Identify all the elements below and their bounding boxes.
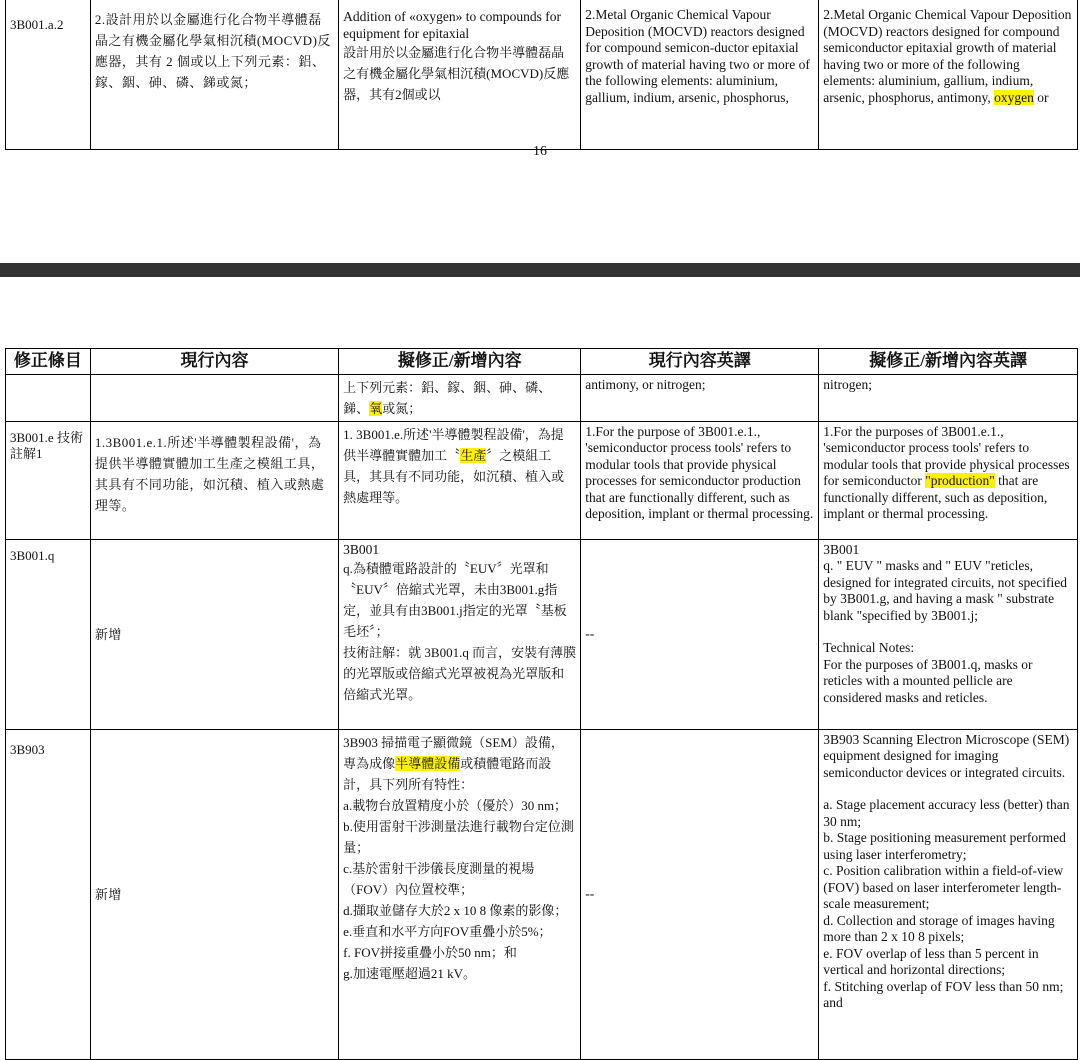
proposed-english-cell: 3B001 q. " EUV " masks and " EUV "reticles, designed for integrated circuits, not specified by 3B001.g, and having a mask " substrate blank "specified by 3B001.j; Technical Notes: For the purposes of 3B001.q, masks or reticles with a mounted pellicle are considered masks and reticles.: [819, 539, 1078, 729]
list-item: g.加速電壓超過21 kV。: [343, 965, 477, 981]
header-row: [6, 349, 1078, 375]
current-content-cell: 2.設計用於以金屬進行化合物半導體磊晶之有機金屬化學氣相沉積(MOCVD)反應器，其有 2 個或以上下列元素：鋁、鎵、銦、砷、磷、銻或氮；: [90, 0, 338, 150]
header-current: 現行內容: [90, 349, 338, 375]
proposed-english-cell: 1.For the purposes of 3B001.e.1., 'semiconductor process tools' refers to modular tools that provide physical processes for semiconductor "production" that are functionally different, such as deposition, implant or thermal processing.: [819, 421, 1078, 539]
current-english-cell: --: [581, 729, 819, 1059]
current-english-cell: --: [581, 539, 819, 729]
proposed-content-cell: 上下列元素：鋁、鎵、銦、砷、磷、銻、氧或氮；: [339, 374, 581, 421]
header-current-en: 現行內容英譯: [581, 349, 819, 375]
table-row: [6, 0, 1078, 150]
current-english-cell: 2.Metal Organic Chemical Vapour Deposition (MOCVD) reactors designed for compound semicon-ductor epitaxial growth of material having two or more of the following elements: aluminium, gallium, indium, arsenic, phosphorus,: [581, 0, 819, 150]
list-item: a. Stage placement accuracy less (better) than 30 nm;: [823, 797, 1070, 829]
page-divider: [0, 263, 1080, 277]
page-number: 16: [533, 144, 547, 159]
entry-code: 3B001.a.2: [6, 0, 91, 150]
list-item: b.使用雷射干涉測量法進行載物台定位測量；: [343, 818, 574, 855]
list-item: f. FOV拼接重疊小於50 nm；和: [343, 944, 517, 960]
table-row: [6, 374, 1078, 421]
table-row: [6, 421, 1078, 539]
header-proposed-en: 擬修正/新增內容英譯: [819, 349, 1078, 375]
current-content-cell: 1.3B001.e.1.所述'半導體製程設備'，為提供半導體實體加工生產之模組工具，其具有不同功能，如沉積、植入或熱處理等。: [90, 421, 338, 539]
current-english-cell: 1.For the purpose of 3B001.e.1., 'semiconductor process tools' refers to modular tools that provide physical processes for semiconductor production that are functionally different, such as deposition, implant or thermal processing.: [581, 421, 819, 539]
list-item: f. Stitching overlap of FOV less than 50 nm; and: [823, 978, 1064, 1010]
list-item: a.載物台放置精度小於（優於）30 nm；: [343, 797, 568, 813]
header-proposed: 擬修正/新增內容: [339, 349, 581, 375]
list-item: d. Collection and storage of images having more than 2 x 10 8 pixels;: [823, 912, 1055, 944]
table-row: [6, 729, 1078, 1059]
list-item: d.擷取並儲存大於2 x 10 8 像素的影像；: [343, 902, 568, 918]
list-item: b. Stage positioning measurement performed using laser interferometry;: [823, 830, 1066, 862]
proposed-english-cell: 2.Metal Organic Chemical Vapour Deposition (MOCVD) reactors designed for compound semiconductor epitaxial growth of material having two or more of the following elements: aluminium, gallium, indium, arsenic, phosphorus, antimony, oxygen or: [819, 0, 1078, 150]
entry-code: 3B903: [6, 729, 91, 1059]
amendment-table: [5, 348, 1078, 1060]
current-content-cell: 新增: [90, 729, 338, 1059]
highlight: "production": [925, 473, 995, 488]
entry-code: 3B001.q: [6, 539, 91, 729]
list-item: e.垂直和水平方向FOV重疊小於5%；: [343, 923, 552, 939]
entry-code: 3B001.e 技術註解1: [6, 421, 91, 539]
proposed-english-cell: 3B903 Scanning Electron Microscope (SEM) equipment designed for imaging semiconductor devices or integrated circuits. a. Stage placement accuracy less (better) than 30 nm; b. Stage positioning measurement performed using laser interferometry; c. Position calibration within a field-of-view (FOV) based on laser interferometer length-scale measurement; d. Collection and storage of images having more than 2 x 10 8 pixels; e. FOV overlap of less than 5 percent in vertical and horizontal directions; f. Stitching overlap of FOV less than 50 nm; and: [819, 729, 1078, 1059]
list-item: c.基於雷射干涉儀長度測量的視場（FOV）內位置校準；: [343, 860, 535, 897]
proposed-english-cell: nitrogen;: [819, 374, 1078, 421]
highlight: oxygen: [994, 89, 1034, 105]
table-row: [6, 539, 1078, 729]
proposed-content-cell: 1. 3B001.e.所述'半導體製程設備'，為提供半導體實體加工〝生產〞之模組工具，其具有不同功能，如沉積、植入或熱處理等。: [339, 421, 581, 539]
proposed-content-cell: Addition of «oxygen» to compounds for equipment for epitaxial 設計用於以金屬進行化合物半導體磊晶之有機金屬化學氣相沉積(MOCVD)反應器，其有2個或以: [339, 0, 581, 150]
highlight: 生產: [460, 447, 487, 463]
list-item: e. FOV overlap of less than 5 percent in vertical and horizontal directions;: [823, 945, 1039, 977]
list-item: c. Position calibration within a field-of-view (FOV) based on laser interferometer length-scale measurement;: [823, 863, 1064, 911]
previous-page-table: [5, 0, 1078, 150]
current-english-cell: antimony, or nitrogen;: [581, 374, 819, 421]
proposed-content-cell: 3B001 q.為積體電路設計的〝EUV〞光罩和〝EUV〞倍縮式光罩，未由3B001.g指定，並具有由3B001.j指定的光罩〝基板毛坯〞； 技術註解：就 3B001.q 而言，安裝有薄膜的光罩版或倍縮式光罩被視為光罩版和倍縮式光罩。: [339, 539, 581, 729]
highlight: 氧: [369, 400, 383, 416]
header-entry: 修正條目: [6, 349, 91, 375]
current-content-cell: 新增: [90, 539, 338, 729]
proposed-content-cell: 3B903 掃描電子顯微鏡（SEM）設備，專為成像半導體設備或積體電路而設計，具下列所有特性： a.載物台放置精度小於（優於）30 nm； b.使用雷射干涉測量法進行載物台定位測量； c.基於雷射干涉儀長度測量的視場（FOV）內位置校準； d.擷取並儲存大於2 x 10 8 像素的影像； e.垂直和水平方向FOV重疊小於5%； f. FOV拼接重疊小於50 nm；和 g.加速電壓超過21 kV。: [339, 729, 581, 1059]
highlight: 半導體設備: [395, 755, 461, 771]
